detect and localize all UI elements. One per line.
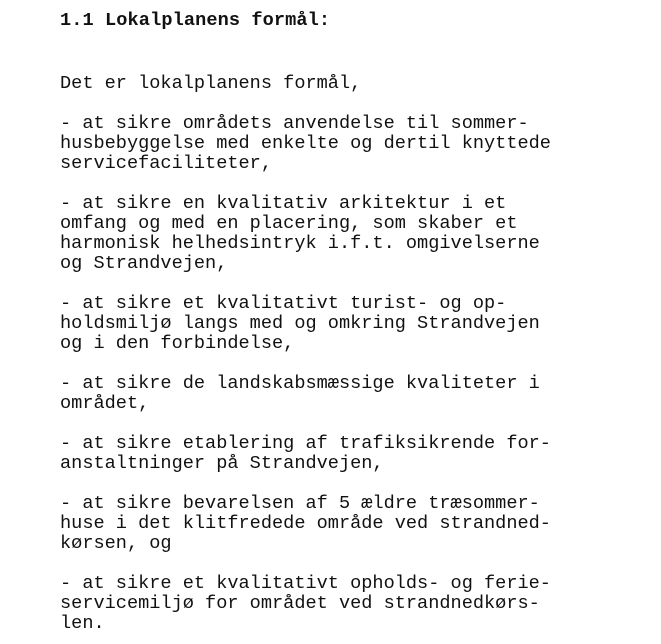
purpose-item-line: - at sikre en kvalitativ arkitektur i et [60,193,507,214]
purpose-item-line: - at sikre bevarelsen af 5 ældre træsommer- [60,493,540,514]
purpose-item-line: husbebyggelse med enkelte og dertil knyttede [60,133,551,154]
purpose-item-line: len. [60,613,105,634]
purpose-list [60,114,660,634]
intro-text: Det er lokalplanens formål, [60,73,362,94]
purpose-item-line: holdsmiljø langs med og omkring Strandvejen [60,313,540,334]
purpose-item-line: harmonisk helhedsintryk i.f.t. omgivelserne [60,233,540,254]
document-page [60,10,660,634]
purpose-item-line: - at sikre et kvalitativt turist- og op- [60,293,507,314]
purpose-item-line: og i den forbindelse, [60,333,295,354]
purpose-item [60,434,660,474]
purpose-item-line: servicefaciliteter, [60,153,273,174]
purpose-item-line: omfang og med en placering, som skaber et [60,213,518,234]
purpose-item [60,114,660,174]
purpose-item-line: området, [60,393,150,414]
purpose-item [60,294,660,354]
purpose-item-line: - at sikre et kvalitativt opholds- og ferie- [60,573,551,594]
purpose-item-line: - at sikre etablering af trafiksikrende for- [60,433,551,454]
purpose-item-line: anstaltninger på Strandvejen, [60,453,384,474]
purpose-item [60,494,660,554]
purpose-item-line: - at sikre de landskabsmæssige kvaliteter i [60,373,540,394]
purpose-item-line: huse i det klitfredede område ved strandned- [60,513,551,534]
purpose-item-line: kørsen, og [60,533,172,554]
section-heading: 1.1 Lokalplanens formål: [60,10,331,31]
purpose-item [60,194,660,274]
purpose-item-line: og Strandvejen, [60,253,228,274]
purpose-item-line: - at sikre områdets anvendelse til sommer- [60,113,529,134]
purpose-item [60,574,660,634]
purpose-item-line: servicemiljø for området ved strandnedkørs- [60,593,540,614]
purpose-item [60,374,660,414]
